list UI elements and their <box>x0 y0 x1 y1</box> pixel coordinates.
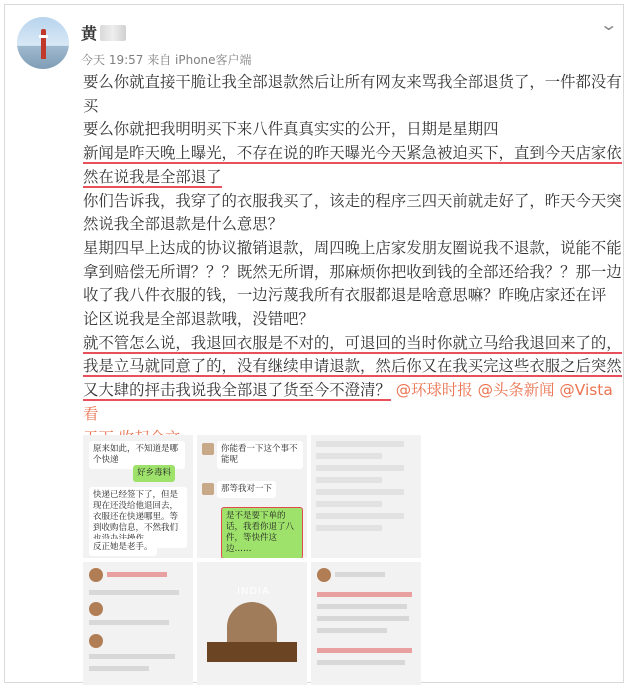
avatar <box>89 634 103 648</box>
chat-bubble: 快递已经签下了，但是现在还没给他退回去，衣服还在快递哪里。等到收购信息，不然我们 <box>89 487 187 548</box>
chevron-down-icon[interactable]: ⌄ <box>598 15 618 34</box>
mention-links[interactable]: @环球时报 @头条新闻 @Vista看 <box>83 381 613 423</box>
post-line-4 <box>83 142 623 166</box>
post-line-5 <box>83 166 623 190</box>
avatar <box>202 483 214 495</box>
author-name[interactable]: 黄 <box>81 24 98 43</box>
list-item <box>316 477 382 483</box>
image-thumbnail[interactable] <box>83 435 193 558</box>
avatar[interactable] <box>17 17 69 69</box>
chat-bubble: 你能看一下这个事不能呢 <box>217 441 303 469</box>
text-line <box>317 628 387 633</box>
post-line-7: 然说我全部退款是什么意思？ <box>83 215 284 234</box>
underlined-text: 我是立马就同意了的，没有继续申请退款，然后你又在我买完这些衣服之后突然 <box>83 357 622 376</box>
underlined-text: 然在说我是全部退了 <box>83 167 222 186</box>
image-thumbnail[interactable] <box>311 435 421 558</box>
image-grid <box>83 435 413 680</box>
post-line-10: 收了我八件衣服的钱，一边污蔑我所有衣服都退是啥意思嘛？昨晚店家还在评 <box>83 286 607 305</box>
post-line-8: 星期四早上达成的协议撤销退款，周四晚上店家发朋友圈说我不退款，说能不能 <box>83 238 622 257</box>
underlined-text: 新闻是昨天晚上曝光，不存在说的昨天曝光今天紧急被迫买下，直到今天店家依 <box>83 144 622 163</box>
post-line-6: 你们告诉我，我穿了的衣服我买了，该走的程序三四天前就走好了，昨天今天突 <box>83 191 622 210</box>
post-line-13 <box>83 355 623 379</box>
chat-bubble: 反正她是老手。 <box>89 539 157 556</box>
building-dome <box>227 602 277 642</box>
text-line <box>317 616 409 621</box>
post-line-12 <box>83 332 623 356</box>
list-item <box>316 501 382 507</box>
image-thumbnail[interactable] <box>311 562 421 685</box>
chat-bubble: 那等我对一下 <box>217 481 276 498</box>
post-line-2: 买 <box>83 96 99 115</box>
text-line <box>107 572 167 577</box>
chat-bubble: 原来如此，不知道是哪个快递 <box>89 441 185 469</box>
lighthouse-icon <box>41 29 46 59</box>
chat-bubble: 是不是要下单的话，我看你退了八件，等快件这边…… <box>221 507 303 558</box>
text-line <box>89 590 179 595</box>
text-line <box>335 572 385 577</box>
avatar <box>317 568 331 582</box>
underlined-text: 就不管怎么说，我退回衣服是不对的，可退回的当时你就立马给我退回来了的， <box>83 333 622 352</box>
text-line <box>89 666 149 671</box>
post-line-14 <box>83 379 623 426</box>
building-base <box>207 642 297 662</box>
weibo-post-card <box>4 4 624 683</box>
text-line <box>317 592 412 597</box>
text-line <box>317 648 412 653</box>
avatar <box>202 443 214 455</box>
chat-bubble: 好乡毒料 <box>133 465 175 482</box>
author-name-blurred <box>100 25 126 41</box>
list-item <box>316 513 404 519</box>
text-line <box>317 604 407 609</box>
post-body <box>83 71 623 450</box>
text-line <box>89 654 175 659</box>
text-line <box>89 620 169 625</box>
avatar <box>89 568 103 582</box>
underlined-text: 又大肆的抨击我说我全部退了货至今不澄清？ <box>83 381 391 400</box>
list-item <box>316 441 404 447</box>
image-thumbnail[interactable] <box>197 435 307 558</box>
text-line <box>317 660 405 665</box>
post-line-11: 论区说我是全部退款哦，没错吧？ <box>83 310 314 329</box>
list-item <box>316 453 382 459</box>
post-line-1: 要么你就直接干脆让我全部退款然后让所有网友来骂我全部退货了，一件都没有 <box>83 73 622 91</box>
post-meta: 今天 19:57 来自 iPhone客户端 <box>81 53 252 67</box>
photo-label: INDIA <box>237 586 270 597</box>
list-item <box>316 465 404 471</box>
post-line-3: 要么你就把我明明买下来八件真真实实的公开，日期是星期四 <box>83 120 499 139</box>
list-item <box>316 489 404 495</box>
avatar <box>89 602 103 616</box>
list-item <box>316 525 382 531</box>
post-line-9: 拿到赔偿无所谓？？？既然无所谓，那麻烦你把收到钱的全部还给我？？那一边 <box>83 262 622 281</box>
image-thumbnail[interactable] <box>197 562 307 685</box>
author-row <box>81 21 126 44</box>
image-thumbnail[interactable] <box>83 562 193 685</box>
